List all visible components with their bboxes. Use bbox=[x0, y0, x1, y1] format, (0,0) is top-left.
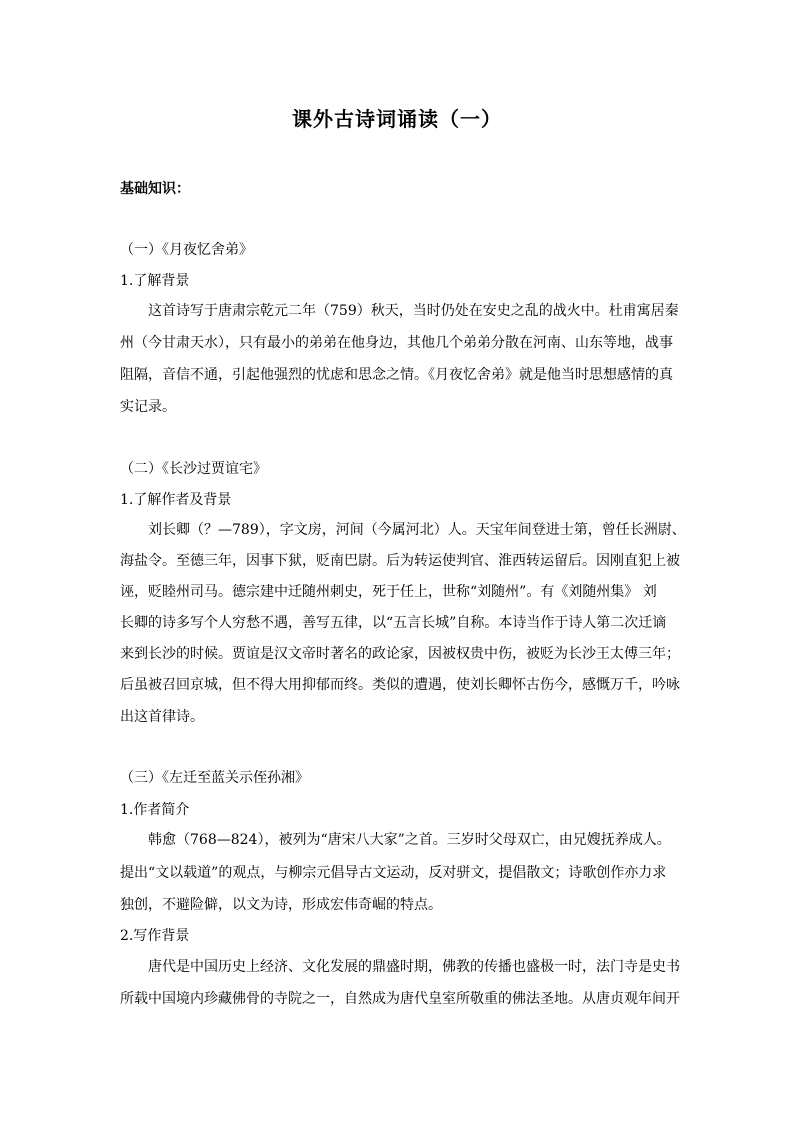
section2-title: （二）《长沙过贾谊宅》 bbox=[120, 461, 267, 477]
paragraph-line: 独创，不避险僻，以文为诗，形成宏伟奇崛的特点。 bbox=[120, 897, 442, 913]
paragraph-line: 提出“文以载道”的观点，与柳宗元倡导古文运动，反对骈文，提倡散文；诗歌创作亦力求 bbox=[120, 865, 667, 881]
section3-title: （三）《左迁至蓝关示侄孙湘》 bbox=[120, 770, 309, 786]
paragraph-line: 实记录。 bbox=[120, 399, 176, 415]
paragraph-line: 出这首律诗。 bbox=[120, 709, 204, 725]
paragraph-line: 韩愈（768—824），被列为“唐宋八大家”之首。三岁时父母双亡，由兄嫂抚养成人。 bbox=[148, 832, 671, 848]
paragraph-line: 刘长卿（？—789），字文房，河间（今属河北）人。天宝年间登进士第，曾任长洲尉、 bbox=[148, 522, 686, 538]
paragraph-line: 所载中国境内珍藏佛骨的寺院之一，自然成为唐代皇室所敬重的佛法圣地。从唐贞观年间开 bbox=[120, 991, 680, 1007]
paragraph-line: 州（今甘肃天水），只有最小的弟弟在他身边，其他几个弟弟分散在河南、山东等地，战事 bbox=[120, 335, 673, 351]
paragraph-line: 这首诗写于唐肃宗乾元二年（759）秋天，当时仍处在安史之乱的战火中。杜甫寓居秦 bbox=[148, 303, 679, 319]
paragraph-line: 长卿的诗多写个人穷愁不遇，善写五律，以“五言长城”自称。本诗当作于诗人第二次迁谪 bbox=[120, 615, 667, 631]
section2-item1-label: 1.了解作者及背景 bbox=[120, 492, 232, 508]
paragraph-line: 海盐令。至德三年，因事下狱，贬南巴尉。后为转运使判官、淮西转运留后。因刚直犯上被 bbox=[120, 553, 680, 569]
section3-item1-label: 1.作者简介 bbox=[120, 802, 190, 818]
paragraph-line: 阻隔，音信不通，引起他强烈的忧虑和思念之情。《月夜忆舍弟》就是他当时思想感情的真 bbox=[120, 367, 673, 383]
page-title: 课外古诗词诵读（一） bbox=[292, 107, 502, 131]
paragraph-line: 后虽被召回京城，但不得大用抑郁而终。类似的遭遇，使刘长卿怀古伤今，感慨万千，吟咏 bbox=[120, 677, 680, 693]
section1-item1-label: 1.了解背景 bbox=[120, 273, 190, 289]
paragraph-line: 诬，贬睦州司马。德宗建中迁随州刺史，死于任上，世称“刘随州”。有《刘随州集》 刘 bbox=[120, 584, 657, 600]
basics-heading: 基础知识： bbox=[120, 181, 190, 197]
paragraph-line: 唐代是中国历史上经济、文化发展的鼎盛时期，佛教的传播也盛极一时，法门寺是史书 bbox=[148, 959, 680, 975]
section3-item2-label: 2.写作背景 bbox=[120, 928, 190, 944]
paragraph-line: 来到长沙的时候。贾谊是汉文帝时著名的政论家，因被权贵中伤，被贬为长沙王太傅三年； bbox=[120, 646, 680, 662]
section1-title: （一）《月夜忆舍弟》 bbox=[120, 242, 253, 258]
